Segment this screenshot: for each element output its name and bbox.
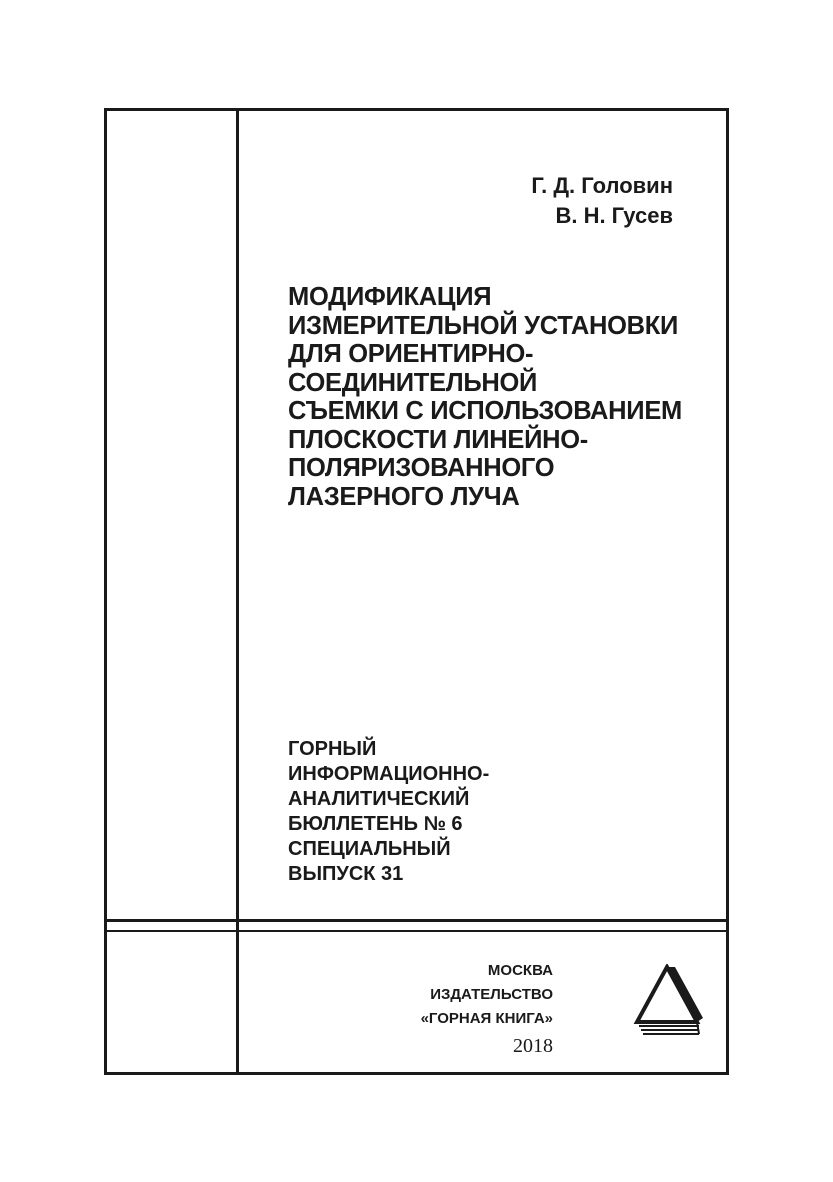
publisher-logo-triangle-book-icon [631,964,703,1036]
series-line: ВЫПУСК 31 [288,863,404,885]
publication-year: 2018 [513,1035,553,1057]
horizontal-rule-thin [107,930,726,932]
horizontal-rule-thick [107,919,726,922]
series-info [288,737,489,887]
title-line: ПОЛЯРИЗОВАННОГО [288,454,555,482]
series-line: АНАЛИТИЧЕСКИЙ [288,788,470,810]
title-line: СОЕДИНИТЕЛЬНОЙ [288,368,538,397]
series-line: ИНФОРМАЦИОННО- [288,763,490,785]
cover-frame [104,108,729,1075]
authors [531,171,673,231]
title-line: ЛАЗЕРНОГО ЛУЧА [288,482,520,511]
title-line: ПЛОСКОСТИ ЛИНЕЙНО- [288,425,588,454]
publisher-info [421,959,553,1059]
title-line: ДЛЯ ОРИЕНТИРНО- [288,340,534,368]
series-line: ГОРНЫЙ [288,738,377,760]
vertical-rule [236,111,239,1072]
series-line: СПЕЦИАЛЬНЫЙ [288,838,451,860]
title-line: ИЗМЕРИТЕЛЬНОЙ УСТАНОВКИ [288,311,679,340]
title-line: МОДИФИКАЦИЯ [288,283,492,311]
publisher-name: «ГОРНАЯ КНИГА» [420,1010,553,1027]
title-line: СЪЕМКИ С ИСПОЛЬЗОВАНИЕМ [288,397,682,425]
series-line: БЮЛЛЕТЕНЬ № 6 [288,813,463,835]
author-name: В. Н. Гусев [555,203,673,228]
book-title [288,283,708,511]
author-name: Г. Д. Головин [531,173,673,198]
publisher-house: ИЗДАТЕЛЬСТВО [430,986,553,1003]
publisher-city: МОСКВА [487,962,553,979]
